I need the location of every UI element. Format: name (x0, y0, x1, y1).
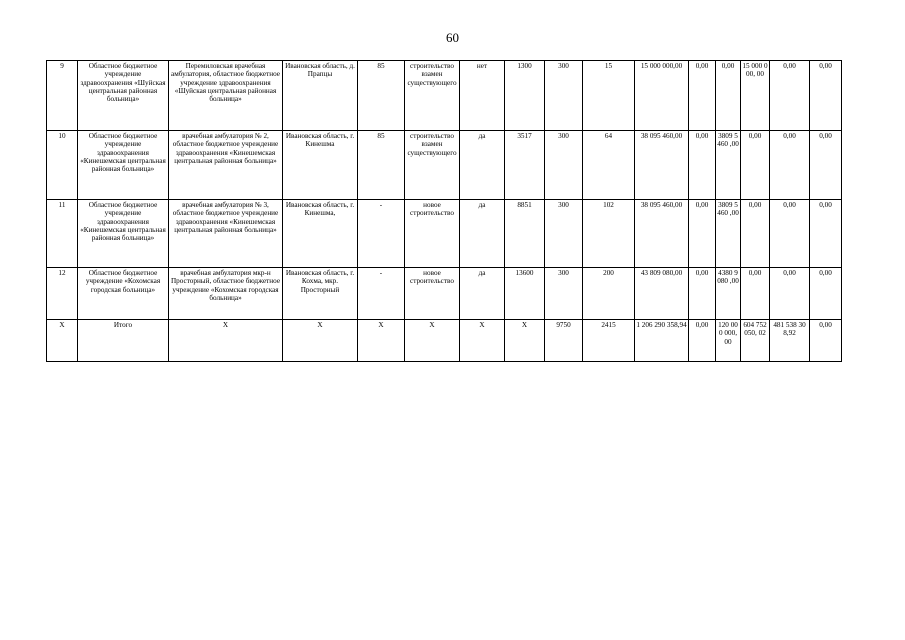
amount-cell: 0,00 (689, 61, 716, 131)
amount-cell: 0,00 (810, 61, 842, 131)
amount-cell: 15 000 000, 00 (741, 61, 770, 131)
table-cell: 1300 (505, 61, 545, 131)
total-row (47, 320, 842, 362)
amount-cell: 481 538 308,92 (770, 320, 810, 362)
table-cell: - (358, 268, 405, 320)
table-cell: да (460, 268, 505, 320)
amount-cell: 0,00 (770, 268, 810, 320)
table-cell: 300 (545, 268, 583, 320)
table-cell: да (460, 131, 505, 200)
table-cell: 13600 (505, 268, 545, 320)
table-cell: да (460, 200, 505, 268)
construction-type-cell: строительство взамен существующего (405, 61, 460, 131)
amount-cell: 0,00 (810, 320, 842, 362)
table-cell: 85 (358, 61, 405, 131)
institution-cell: Областное бюджетное учреждение здравоохранения «Кинешемская центральная районная больница» (78, 200, 169, 268)
institution-cell: Областное бюджетное учреждение «Кохомская городская больница» (78, 268, 169, 320)
amount-cell: 0,00 (689, 320, 716, 362)
location-cell: Ивановская область, г. Кохма, мкр. Просторный (283, 268, 358, 320)
amount-cell: 0,00 (741, 131, 770, 200)
amount-cell: 0,00 (741, 268, 770, 320)
table-cell: - (358, 200, 405, 268)
amount-cell: 0,00 (741, 200, 770, 268)
total-label-cell: Итого (78, 320, 169, 362)
table-cell: Х (460, 320, 505, 362)
row-number-cell: 11 (47, 200, 78, 268)
table-cell: 102 (583, 200, 635, 268)
table-row (47, 61, 842, 131)
table-row (47, 268, 842, 320)
location-cell: Х (283, 320, 358, 362)
table-cell: 2415 (583, 320, 635, 362)
amount-cell: 1 206 290 358,94 (635, 320, 689, 362)
object-cell: врачебная амбулатория мкр-н Просторный, областное бюджетное учреждение «Кохомская городская больница» (169, 268, 283, 320)
table-cell: Х (358, 320, 405, 362)
row-number-cell: 9 (47, 61, 78, 131)
amount-cell: 0,00 (716, 61, 741, 131)
table-cell: 300 (545, 131, 583, 200)
object-cell: Х (169, 320, 283, 362)
construction-type-cell: новое строительство (405, 200, 460, 268)
row-number-cell: 12 (47, 268, 78, 320)
row-number-cell: 10 (47, 131, 78, 200)
amount-cell: 3809 5460 ,00 (716, 131, 741, 200)
location-cell: Ивановская область, г. Кинешма, (283, 200, 358, 268)
amount-cell: 38 095 460,00 (635, 131, 689, 200)
amount-cell: 0,00 (810, 200, 842, 268)
construction-type-cell: новое строительство (405, 268, 460, 320)
table-cell: 200 (583, 268, 635, 320)
object-cell: Перемиловская врачебная амбулатория, областное бюджетное учреждение здравоохранения «Шуйская центральная районная больница» (169, 61, 283, 131)
amount-cell: 120 000 000, 00 (716, 320, 741, 362)
amount-cell: 0,00 (770, 200, 810, 268)
table-cell: 15 (583, 61, 635, 131)
amount-cell: 0,00 (810, 268, 842, 320)
amount-cell: 43 809 080,00 (635, 268, 689, 320)
amount-cell: 0,00 (689, 268, 716, 320)
object-cell: врачебная амбулатория № 3, областное бюджетное учреждение здравоохранения «Кинешемская центральная районная больница» (169, 200, 283, 268)
table-row (47, 200, 842, 268)
table-cell: Х (405, 320, 460, 362)
amount-cell: 0,00 (810, 131, 842, 200)
amount-cell: 0,00 (689, 200, 716, 268)
institution-cell: Областное бюджетное учреждение здравоохранения «Кинешемская центральная районная больница» (78, 131, 169, 200)
amount-cell: 38 095 460,00 (635, 200, 689, 268)
table-cell: 85 (358, 131, 405, 200)
row-number-cell: Х (47, 320, 78, 362)
amount-cell: 0,00 (770, 131, 810, 200)
table-cell: нет (460, 61, 505, 131)
amount-cell: 0,00 (689, 131, 716, 200)
location-cell: Ивановская область, г. Кинешма (283, 131, 358, 200)
table-cell: 3517 (505, 131, 545, 200)
amount-cell: 4380 9080 ,00 (716, 268, 741, 320)
institution-cell: Областное бюджетное учреждение здравоохранения «Шуйская центральная районная больница» (78, 61, 169, 131)
table-cell: 300 (545, 61, 583, 131)
location-cell: Ивановская область, д. Прапцы (283, 61, 358, 131)
amount-cell: 604 752 050, 02 (741, 320, 770, 362)
table-cell: 300 (545, 200, 583, 268)
amount-cell: 3809 5460 ,00 (716, 200, 741, 268)
table-cell: 8851 (505, 200, 545, 268)
page-number: 60 (446, 30, 459, 45)
table-cell: Х (505, 320, 545, 362)
object-cell: врачебная амбулатория № 2, областное бюджетное учреждение здравоохранения «Кинешемская центральная районная больница» (169, 131, 283, 200)
facilities-table (46, 60, 842, 362)
table-cell: 64 (583, 131, 635, 200)
amount-cell: 0,00 (770, 61, 810, 131)
table-cell: 9750 (545, 320, 583, 362)
construction-type-cell: строительство взамен существующего (405, 131, 460, 200)
amount-cell: 15 000 000,00 (635, 61, 689, 131)
table-row (47, 131, 842, 200)
